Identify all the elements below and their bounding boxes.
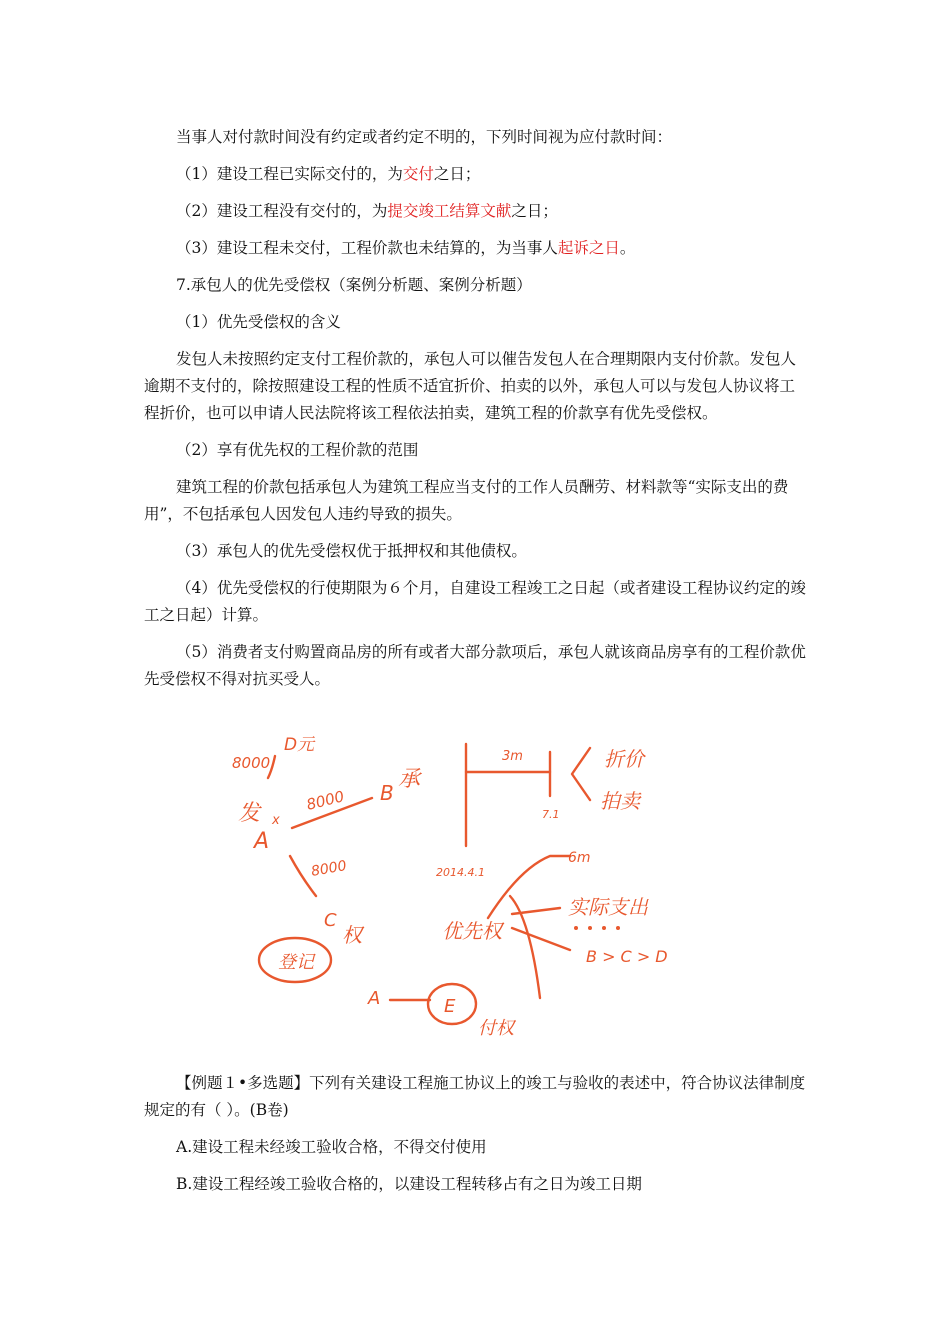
text: 之日； [511,202,558,220]
question-block [144,1070,808,1208]
text: 之日； [433,165,481,183]
sketch-label: 折价 [604,747,644,771]
highlight-text: 提交竣工结算文献 [387,202,512,220]
sketch-label: 3m [502,749,523,764]
sketch-label: E [444,996,456,1017]
paragraph: 建筑工程的价款包括承包人为建筑工程应当支付的工作人员酬劳、材料款等“实际支出的费用”，不包括承包人因发包人违约导致的损失。 [144,478,789,523]
sketch-label: B > C > D [586,947,668,966]
paragraph: 当事人对付款时间没有约定或者约定不明的，下列时间视为应付款时间： [176,128,673,146]
text: （2）建设工程没有交付的，为 [176,202,388,220]
text: （1）建设工程已实际交付的，为 [176,165,403,183]
text: （3）建设工程未交付，工程价款也未结算的，为当事人 [176,239,558,257]
sketch-dot [574,926,578,930]
paragraph [144,235,808,262]
sketch-label: A [254,829,270,854]
sketch-label: 登记 [278,952,314,973]
sketch-label: B [380,781,394,805]
sketch-label: C [324,910,337,931]
sketch-label: 6m [568,850,591,866]
handwritten-sketch [220,728,710,1048]
paragraph: 发包人未按照约定支付工程价款的，承包人可以催告发包人在合理期限内支付价款。发包人逾期不支付的，除按照建设工程的性质不适宜折价、拍卖的以外，承包人可以与发包人协议将工程折价，也可以申请人民法院将该工程依法拍卖，建筑工程的价款享有优先受偿权。 [144,350,797,422]
sketch-dot [616,926,620,930]
sketch-line [512,928,570,950]
document-body [144,124,808,703]
paragraph: （5）消费者支付购置商品房的所有或者大部分款项后，承包人就该商品房享有的工程价款优先受偿权不得对抗买受人。 [144,643,806,688]
paragraph: （3）承包人的优先受偿权优于抵押权和其他债权。 [176,542,527,560]
paragraph [144,161,808,188]
option-b: B.建设工程经竣工验收合格的，以建设工程转移占有之日为竣工日期 [176,1175,642,1193]
paragraph [144,198,808,225]
sketch-label: 2014.4.1 [436,866,485,879]
sketch-dot [588,926,592,930]
paragraph: （4）优先受偿权的行使期限为６个月，自建设工程竣工之日起（或者建设工程协议约定的竣工之日起）计算。 [144,579,806,624]
question-text: 【例题１•多选题】下列有关建设工程施工协议上的竣工与验收的表述中，符合协议法律制度规定的有（ ）。(B卷) [144,1074,806,1119]
sketch-label: A [368,988,381,1009]
sketch-label: x [272,813,280,828]
section-heading: 7.承包人的优先受偿权（案例分析题、案例分析题） [176,276,532,294]
sketch-label: D元 [284,735,315,755]
sketch-label: 权 [342,923,362,947]
sketch-label: 8000 [309,857,348,880]
subheading: （1）优先受偿权的含义 [176,313,341,331]
highlight-text: 交付 [402,165,434,183]
option-a: A.建设工程未经竣工验收合格，不得交付使用 [176,1138,487,1156]
sketch-bracket [572,748,590,800]
sketch-label: 8000 [304,787,347,814]
sketch-label: 7.1 [542,808,560,821]
sketch-label: 拍卖 [600,789,640,813]
sketch-label: 付权 [478,1018,514,1039]
highlight-text: 起诉之日 [557,239,620,257]
sketch-label: 8000 [232,754,271,772]
sketch-label: 实际支出 [568,895,648,919]
sketch-label: 承 [398,767,421,792]
sketch-dot [602,926,606,930]
sketch-label: 发 [238,801,261,826]
text: 。 [619,239,636,257]
subheading: （2）享有优先权的工程价款的范围 [176,441,419,459]
sketch-label: 优先权 [442,919,502,943]
